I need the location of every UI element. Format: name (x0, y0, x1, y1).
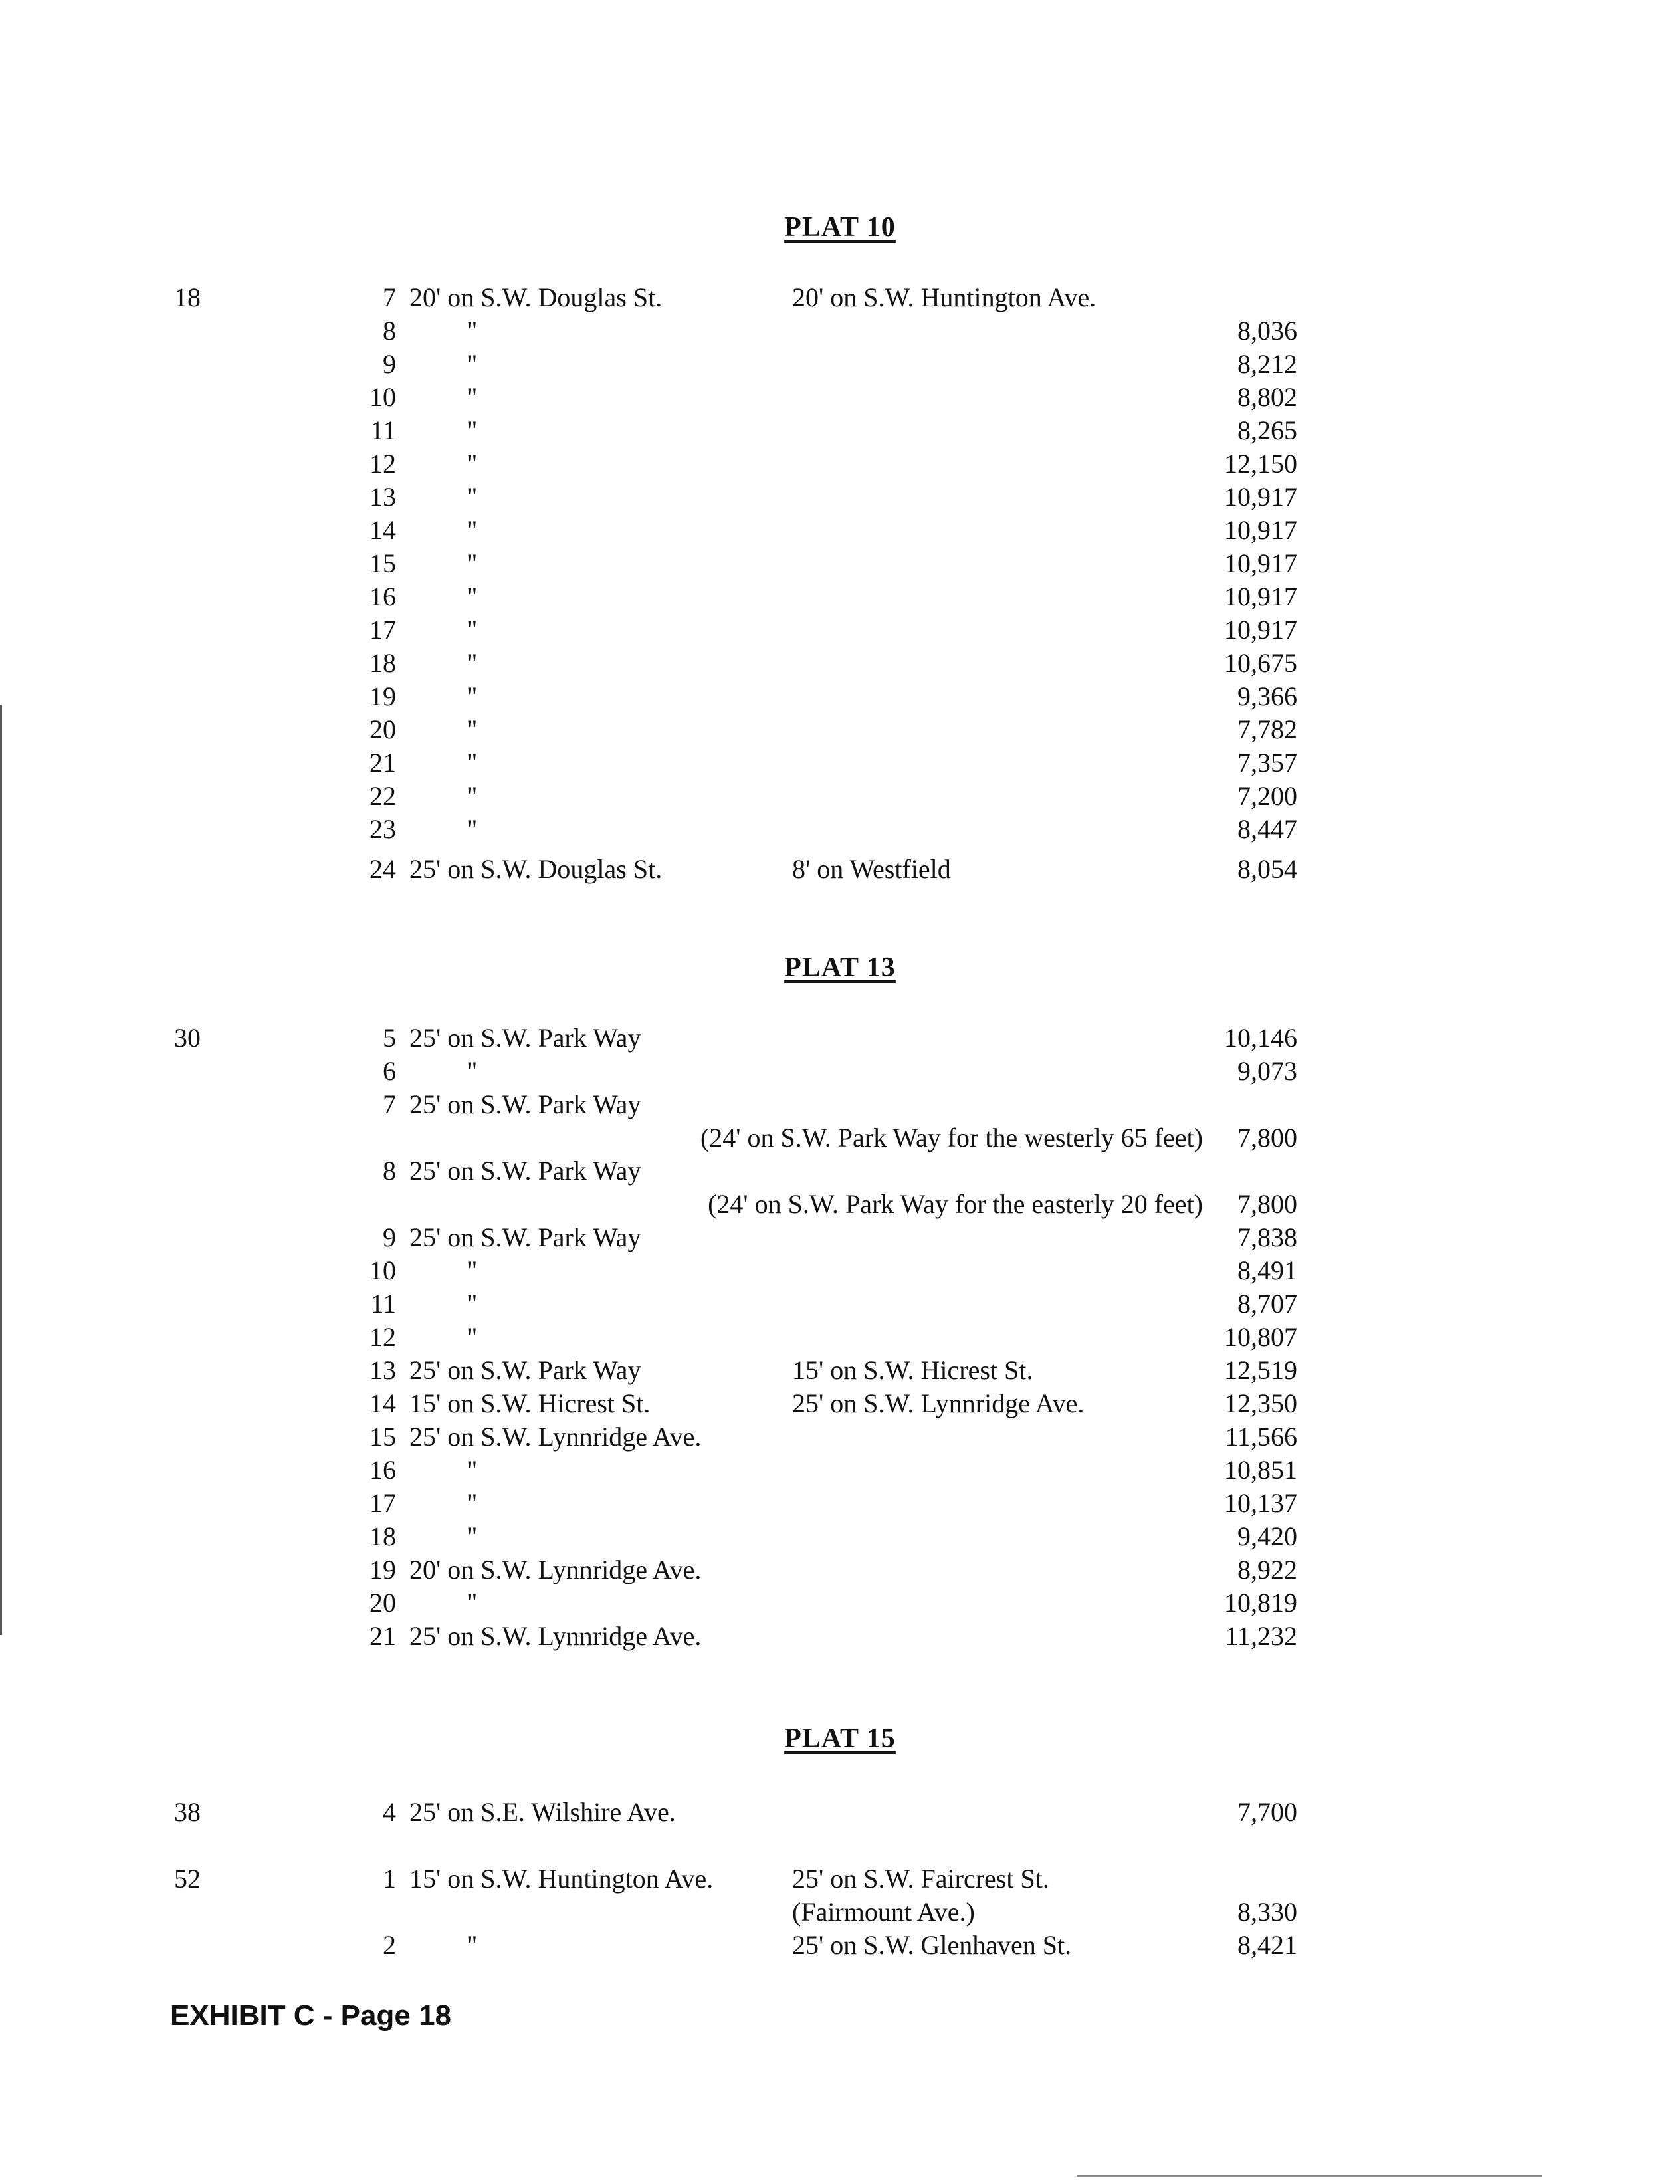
lot-area: 10,917 (1224, 548, 1297, 578)
lot-row (0, 1221, 1680, 1254)
lot-row (0, 1188, 1680, 1221)
frontage-primary: 25' on S.W. Park Way (409, 1023, 641, 1053)
lot-number: 19 (369, 1555, 396, 1584)
frontage-primary: " (467, 681, 478, 711)
lot-row (0, 1321, 1680, 1354)
frontage-primary: " (467, 648, 478, 678)
lot-number: 16 (369, 1455, 396, 1485)
lot-area: 8,330 (1237, 1897, 1297, 1927)
lot-number: 6 (383, 1056, 396, 1086)
lot-number: 5 (383, 1023, 396, 1053)
block-number: 18 (174, 282, 201, 312)
frontage-primary: " (467, 1930, 478, 1960)
lot-area: 10,851 (1224, 1455, 1297, 1485)
lot-area: 10,819 (1224, 1588, 1297, 1618)
lot-number: 14 (369, 515, 396, 545)
lot-number: 23 (369, 814, 396, 844)
lot-row (0, 1620, 1680, 1653)
frontage-primary: 25' on S.W. Douglas St. (409, 854, 663, 884)
lot-row (0, 1487, 1680, 1520)
lot-area: 10,146 (1224, 1023, 1297, 1053)
frontage-primary: " (467, 449, 478, 479)
frontage-primary: " (467, 316, 478, 346)
lot-area: 7,700 (1237, 1797, 1297, 1827)
lot-row (0, 514, 1680, 547)
lot-area: 11,566 (1225, 1422, 1297, 1452)
frontage-primary: " (467, 548, 478, 578)
lot-number: 18 (369, 648, 396, 678)
frontage-primary: " (467, 1322, 478, 1352)
frontage-primary: " (467, 382, 478, 412)
lot-row (0, 713, 1680, 746)
lot-number: 20 (369, 1588, 396, 1618)
lot-number: 8 (383, 1156, 396, 1186)
lot-row (0, 1354, 1680, 1387)
lot-row (0, 1862, 1680, 1896)
frontage-primary: 15' on S.W. Hicrest St. (409, 1388, 651, 1418)
lot-area: 10,917 (1224, 615, 1297, 645)
lot-row (0, 680, 1680, 713)
lot-row (0, 1254, 1680, 1287)
lot-number: 13 (369, 1355, 396, 1385)
lot-row (0, 1553, 1680, 1586)
lot-area: 8,922 (1237, 1555, 1297, 1584)
lot-area: 8,212 (1237, 349, 1297, 379)
lot-area: 8,265 (1237, 415, 1297, 445)
lot-area: 7,782 (1237, 714, 1297, 744)
frontage-primary: 25' on S.W. Park Way (409, 1156, 641, 1186)
lot-row (0, 613, 1680, 647)
frontage-primary: 20' on S.W. Lynnridge Ave. (409, 1555, 702, 1584)
frontage-primary: " (467, 814, 478, 844)
lot-area: 10,807 (1224, 1322, 1297, 1352)
lot-row (0, 281, 1680, 314)
lot-row (0, 1055, 1680, 1088)
lot-area: 9,073 (1237, 1056, 1297, 1086)
lot-area: 8,491 (1237, 1256, 1297, 1285)
lot-row (0, 1022, 1680, 1055)
frontage-primary: " (467, 781, 478, 811)
lot-number: 13 (369, 482, 396, 512)
lot-number: 12 (369, 1322, 396, 1352)
lot-number: 15 (369, 1422, 396, 1452)
lot-area: 9,366 (1237, 681, 1297, 711)
lot-area: 8,421 (1237, 1930, 1297, 1960)
frontage-note: (24' on S.W. Park Way for the easterly 20 feet) (708, 1189, 1203, 1219)
lot-area: 12,519 (1224, 1355, 1297, 1385)
frontage-primary: " (467, 349, 478, 379)
frontage-primary: " (467, 1256, 478, 1285)
frontage-primary: 25' on S.W. Park Way (409, 1089, 641, 1119)
plat-title: PLAT 13 (784, 952, 896, 983)
lot-row (0, 1586, 1680, 1620)
lot-row (0, 1896, 1680, 1929)
lot-number: 10 (369, 382, 396, 412)
frontage-secondary: (Fairmount Ave.) (792, 1897, 975, 1927)
lot-area: 9,420 (1237, 1521, 1297, 1551)
lot-area: 8,054 (1237, 854, 1297, 884)
lot-number: 19 (369, 681, 396, 711)
frontage-primary: " (467, 748, 478, 778)
lot-area: 7,838 (1237, 1222, 1297, 1252)
lot-row (0, 580, 1680, 613)
lot-area: 10,917 (1224, 482, 1297, 512)
lot-area: 8,802 (1237, 382, 1297, 412)
frontage-primary: " (467, 582, 478, 611)
lot-row (0, 1796, 1680, 1829)
lot-number: 2 (383, 1930, 396, 1960)
lot-row (0, 813, 1680, 846)
lot-number: 18 (369, 1521, 396, 1551)
lot-number: 9 (383, 1222, 396, 1252)
frontage-primary: 25' on S.W. Park Way (409, 1355, 641, 1385)
lot-area: 8,447 (1237, 814, 1297, 844)
lot-area: 10,675 (1224, 648, 1297, 678)
frontage-primary: 25' on S.E. Wilshire Ave. (409, 1797, 676, 1827)
lot-number: 7 (383, 282, 396, 312)
lot-row (0, 1287, 1680, 1321)
lot-area: 10,917 (1224, 515, 1297, 545)
lot-number: 22 (369, 781, 396, 811)
frontage-secondary: 20' on S.W. Huntington Ave. (792, 282, 1097, 312)
lot-number: 21 (369, 748, 396, 778)
lot-area: 7,200 (1237, 781, 1297, 811)
lot-area: 10,917 (1224, 582, 1297, 611)
frontage-primary: " (467, 1521, 478, 1551)
lot-row (0, 1929, 1680, 1962)
frontage-primary: " (467, 1455, 478, 1485)
lot-number: 8 (383, 316, 396, 346)
lot-row (0, 348, 1680, 381)
lot-number: 15 (369, 548, 396, 578)
frontage-primary: " (467, 1588, 478, 1618)
lot-area: 12,150 (1224, 449, 1297, 479)
frontage-secondary: 25' on S.W. Faircrest St. (792, 1864, 1049, 1894)
lot-number: 1 (383, 1864, 396, 1894)
frontage-primary: " (467, 482, 478, 512)
lot-area: 7,800 (1237, 1189, 1297, 1219)
lot-row (0, 547, 1680, 580)
lot-row (0, 746, 1680, 780)
lot-number: 4 (383, 1797, 396, 1827)
lot-area: 8,036 (1237, 316, 1297, 346)
lot-row (0, 314, 1680, 348)
frontage-primary: " (467, 415, 478, 445)
frontage-primary: " (467, 1488, 478, 1518)
lot-row (0, 853, 1680, 886)
lot-area: 12,350 (1224, 1388, 1297, 1418)
lot-row (0, 381, 1680, 414)
lot-row (0, 780, 1680, 813)
frontage-primary: " (467, 1289, 478, 1319)
lot-number: 12 (369, 449, 396, 479)
lot-area: 8,707 (1237, 1289, 1297, 1319)
lot-number: 20 (369, 714, 396, 744)
frontage-primary: " (467, 714, 478, 744)
lot-area: 10,137 (1224, 1488, 1297, 1518)
lot-row (0, 1088, 1680, 1121)
lot-number: 7 (383, 1089, 396, 1119)
frontage-primary: 25' on S.W. Lynnridge Ave. (409, 1422, 702, 1452)
lot-row (0, 1387, 1680, 1420)
frontage-secondary: 8' on Westfield (792, 854, 951, 884)
scan-bottom-mark (1077, 2175, 1542, 2177)
lot-row (0, 481, 1680, 514)
frontage-secondary: 25' on S.W. Lynnridge Ave. (792, 1388, 1085, 1418)
frontage-secondary: 15' on S.W. Hicrest St. (792, 1355, 1033, 1385)
frontage-primary: 25' on S.W. Lynnridge Ave. (409, 1621, 702, 1651)
lot-number: 9 (383, 349, 396, 379)
lot-number: 16 (369, 582, 396, 611)
lot-number: 11 (370, 1289, 396, 1319)
lot-number: 11 (370, 415, 396, 445)
frontage-secondary: 25' on S.W. Glenhaven St. (792, 1930, 1072, 1960)
frontage-primary: 20' on S.W. Douglas St. (409, 282, 663, 312)
frontage-primary: " (467, 615, 478, 645)
lot-row (0, 647, 1680, 680)
lot-row (0, 1420, 1680, 1454)
lot-number: 17 (369, 615, 396, 645)
block-number: 38 (174, 1797, 201, 1827)
lot-row (0, 1454, 1680, 1487)
plat-title: PLAT 10 (784, 212, 896, 243)
lot-area: 11,232 (1225, 1621, 1297, 1651)
lot-row (0, 1154, 1680, 1188)
lot-number: 24 (369, 854, 396, 884)
frontage-note: (24' on S.W. Park Way for the westerly 65 feet) (700, 1123, 1203, 1152)
frontage-primary: 15' on S.W. Huntington Ave. (409, 1864, 714, 1894)
lot-number: 17 (369, 1488, 396, 1518)
lot-row (0, 447, 1680, 481)
block-number: 52 (174, 1864, 201, 1894)
lot-row (0, 414, 1680, 447)
lot-row (0, 1121, 1680, 1154)
frontage-primary: 25' on S.W. Park Way (409, 1222, 641, 1252)
plat-title: PLAT 15 (784, 1723, 896, 1754)
lot-area: 7,800 (1237, 1123, 1297, 1152)
lot-row (0, 1520, 1680, 1553)
lot-number: 21 (369, 1621, 396, 1651)
lot-area: 7,357 (1237, 748, 1297, 778)
lot-number: 14 (369, 1388, 396, 1418)
page-footer: EXHIBIT C - Page 18 (170, 1999, 452, 2032)
frontage-primary: " (467, 1056, 478, 1086)
lot-number: 10 (369, 1256, 396, 1285)
frontage-primary: " (467, 515, 478, 545)
block-number: 30 (174, 1023, 201, 1053)
